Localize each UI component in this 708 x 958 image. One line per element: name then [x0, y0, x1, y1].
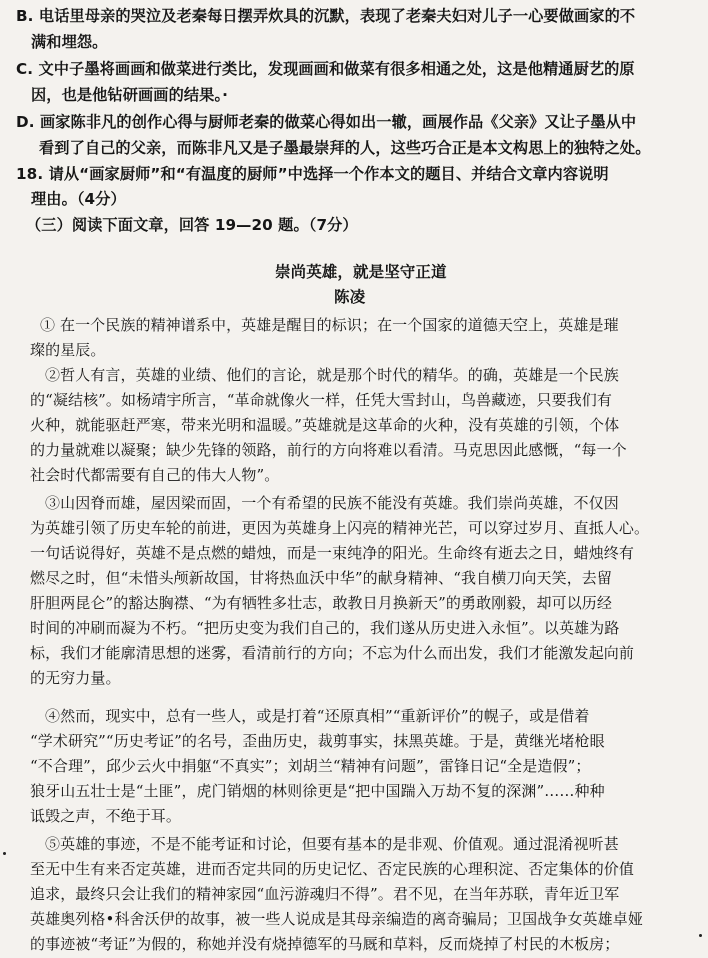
article-title: 崇尚英雄，就是坚守正道	[275, 262, 447, 281]
paragraph-3-line: 肝胆两昆仑”的豁达胸襟、“为有牺牲多壮志，敢教日月换新天”的勇敢刚毅，却可以历经	[30, 594, 613, 612]
question-18-line-2: 理由。（4分）	[31, 190, 126, 208]
option-b-line-1: B. 电话里母亲的哭泣及老秦每日摆弄炊具的沉默，表现了老秦夫妇对儿子一心要做画家的不	[16, 7, 636, 25]
paragraph-3-line: 时间的冲刷而凝为不朽。“把历史变为我们自己的，我们遂从历史进入永恒”。以英雄为路	[30, 619, 620, 637]
paragraph-1-line: 璨的星辰。	[30, 341, 106, 359]
option-d-line-1: D. 画家陈非凡的创作心得与厨师老秦的做菜心得如出一辙，画展作品《父亲》又让子墨从中	[16, 113, 637, 131]
paragraph-3-line: 燃尽之时，但“未惜头颅新故国，甘将热血沃中华”的献身精神、“我自横刀向天笑，去留	[30, 569, 613, 587]
paragraph-5-line: 的事迹被“考证”为假的，称她并没有烧掉德军的马厩和草料，反而烧掉了村民的木板房；	[30, 935, 620, 953]
paragraph-3-line: ③山因脊而雄，屋因梁而固，一个有希望的民族不能没有英雄。我们崇尚英雄，不仅因	[45, 494, 619, 512]
paragraph-5-line: 追求，最终只会让我们的精神家园“血污游魂归不得”。君不见，在当年苏联，青年近卫军	[30, 885, 620, 903]
paragraph-3-line: 为英雄引领了历史车轮的前进，更因为英雄身上闪亮的精神光芒，可以穿过岁月、直抵人心。	[30, 519, 650, 537]
paragraph-2-line: 火种，就能驱赶严寒，带来光明和温暖。”英雄就是这革命的火种，没有英雄的引领，个体	[30, 416, 620, 434]
paragraph-4-line: “不合理”，邱少云火中捐躯“不真实”；刘胡兰“精神有问题”，雷锋日记“全是造假”；	[30, 757, 591, 775]
option-d-line-2: 看到了自己的父亲，而陈非凡又是子墨最崇拜的人，这些巧合正是本文构思上的独特之处。	[39, 139, 651, 157]
paragraph-4-line: 诋毁之声，不绝于耳。	[30, 807, 182, 825]
paragraph-4-line: “学术研究”“历史考证”的名号，歪曲历史，裁剪事实，抹黑英雄。于是，黄继光堵枪眼	[30, 732, 605, 750]
article-author: 陈凌	[334, 287, 366, 306]
scan-speck	[3, 852, 6, 855]
paragraph-2-line: 的力量就难以凝聚；缺少先锋的领路，前行的方向将难以看清。马克思因此感慨，“每一个	[30, 441, 627, 459]
paragraph-3-line: 标，我们才能廓清思想的迷雾，看清前行的方向；不忘为什么而出发，我们才能激发起向前	[30, 644, 635, 662]
paragraph-4-line: 狼牙山五壮士是“土匪”，虎门销烟的林则徐更是“把中国踹入万劫不复的深渊”……种种	[30, 782, 605, 800]
paragraph-5-line: 英雄奥列格•科舍沃伊的故事，被一些人说成是其母亲编造的离奇骗局；卫国战争女英雄卓娅	[30, 910, 643, 928]
option-c-line-2: 因，也是他钻研画画的结果。·	[31, 86, 229, 104]
section-3-heading: （三）阅读下面文章，回答 19—20 题。（7分）	[26, 216, 358, 234]
option-b-line-2: 满和埋怨。	[31, 33, 108, 51]
paragraph-1-line: ① 在一个民族的精神谱系中，英雄是醒目的标识；在一个国家的道德天空上，英雄是璀	[40, 316, 619, 334]
paragraph-4-line: ④然而，现实中，总有一些人，或是打着“还原真相”“重新评价”的幌子，或是借着	[45, 707, 590, 725]
paragraph-2-line: 社会时代都需要有自己的伟大人物”。	[30, 466, 280, 484]
paragraph-5-line: ⑤英雄的事迹，不是不能考证和讨论，但要有基本的是非观、价值观。通过混淆视听甚	[45, 835, 619, 853]
paragraph-3-line: 一句话说得好，英雄不是点燃的蜡烛，而是一束纯净的阳光。生命终有逝去之日，蜡烛终有	[30, 544, 635, 562]
option-c-line-1: C. 文中子墨将画画和做菜进行类比，发现画画和做菜有很多相通之处，这是他精通厨艺的原	[16, 60, 635, 78]
question-18-line-1: 18. 请从“画家厨师”和“有温度的厨师”中选择一个作本文的题目、并结合文章内容说明	[16, 165, 609, 183]
paragraph-3-line: 的无穷力量。	[30, 669, 121, 687]
paragraph-5-line: 至无中生有来否定英雄，进而否定共同的历史记忆、否定民族的心理积淀、否定集体的价值	[30, 860, 635, 878]
paragraph-2-line: ②哲人有言，英雄的业绩、他们的言论，就是那个时代的精华。的确，英雄是一个民族	[45, 366, 619, 384]
scan-speck	[699, 934, 702, 937]
paragraph-2-line: 的“凝结核”。如杨靖宇所言，“革命就像火一样，任凭大雪封山，鸟兽藏迹，只要我们有	[30, 391, 613, 409]
